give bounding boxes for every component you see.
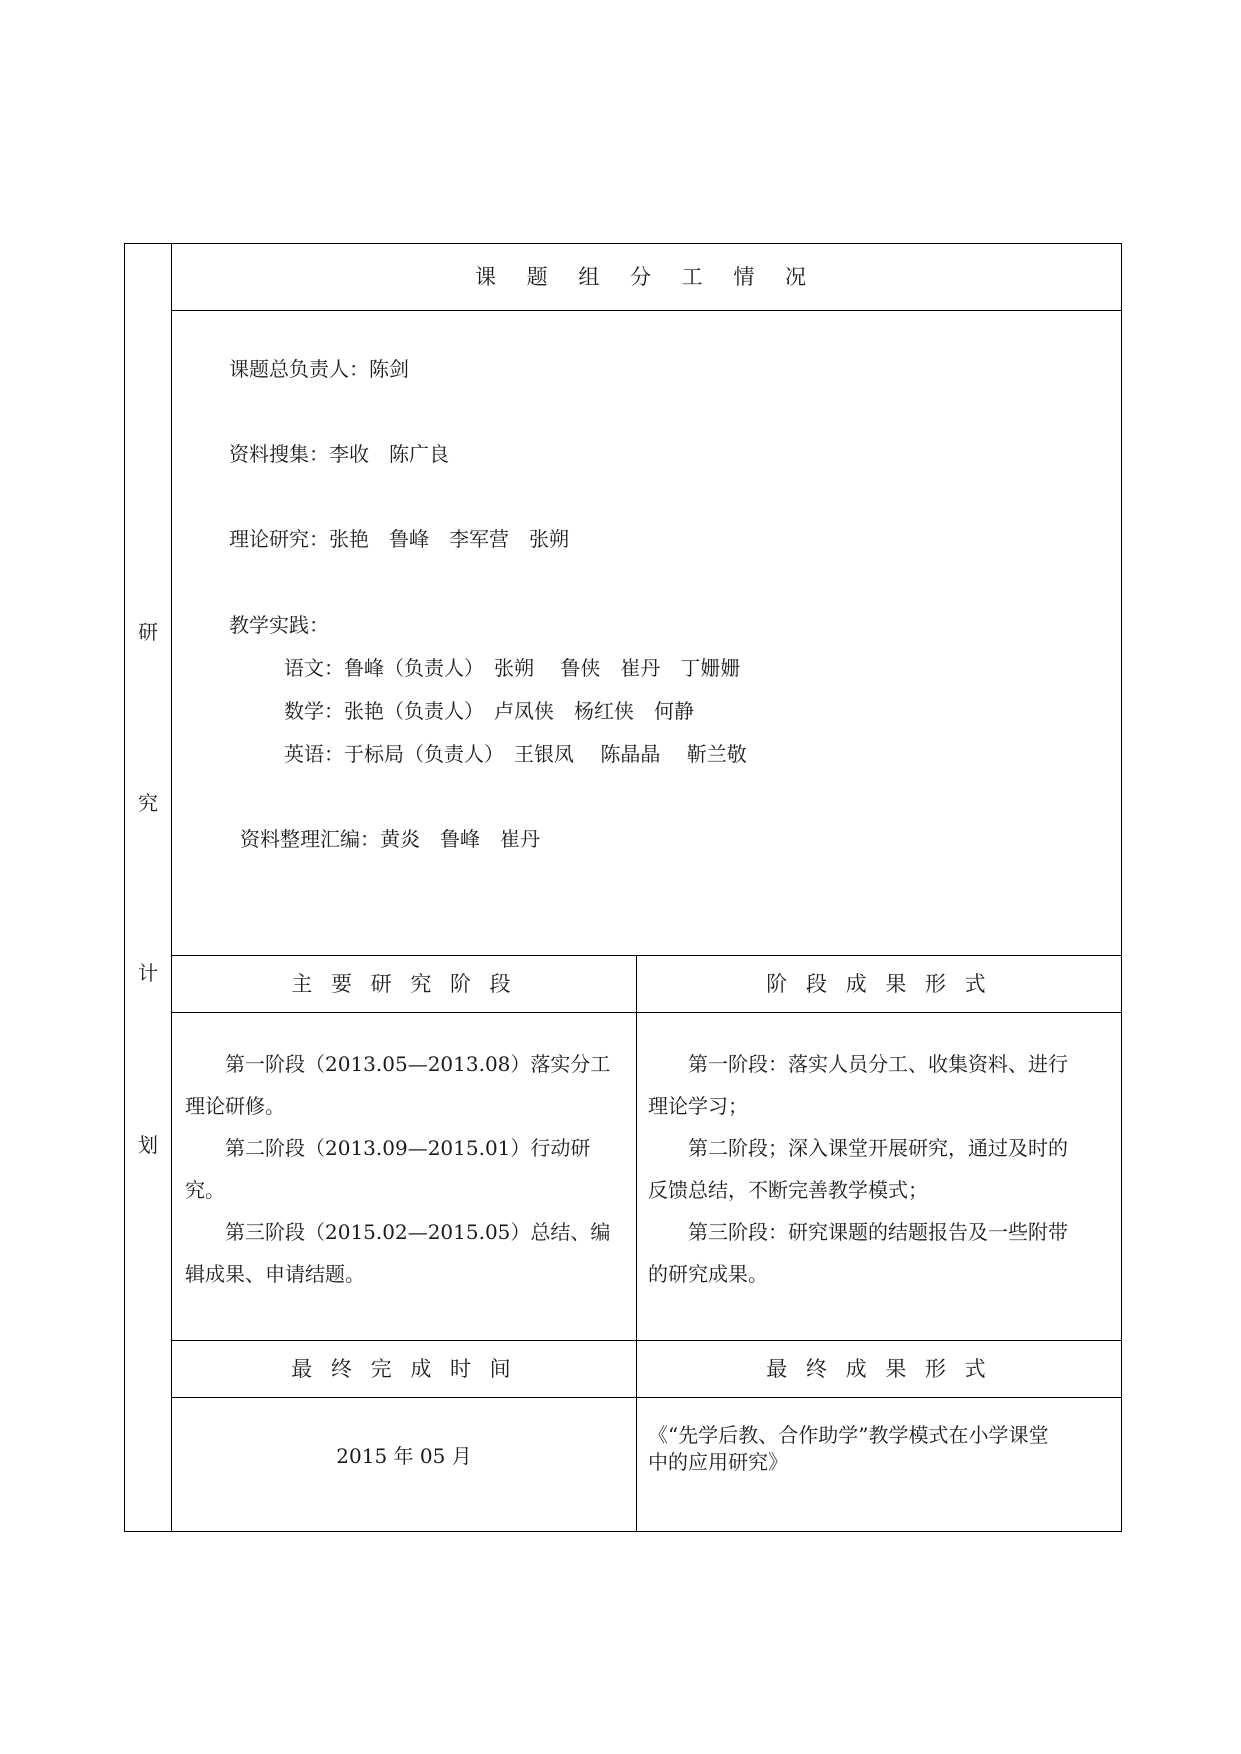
side-label-char: 究 [138,791,158,815]
stage-line: 第二阶段（2013.09—2015.01）行动研 [185,1136,591,1160]
result-line: 理论学习； [648,1094,748,1118]
data-collection: 资料搜集：李收 陈广良 [229,442,449,466]
result-line: 反馈总结，不断完善教学模式； [648,1178,928,1202]
border-bottom [124,1531,1122,1532]
result-line: 的研究成果。 [648,1262,768,1286]
final-right-header: 最 终 成 果 形 式 [766,1357,992,1381]
divider-stage-header-bottom [171,1012,1122,1013]
teaching-practice-label: 教学实践： [229,613,329,637]
practice-math: 数学：张艳（负责人） 卢凤侠 杨红侠 何静 [284,699,694,723]
result-line: 第二阶段；深入课堂开展研究，通过及时的 [648,1136,1068,1160]
divider-stage-header-top [171,955,1122,956]
stage-line: 究。 [185,1178,225,1202]
stage-line: 理论研修。 [185,1094,285,1118]
completion-time: 2015 年 05 月 [336,1444,472,1468]
border-top [124,243,1122,244]
stages-right-header: 阶 段 成 果 形 式 [766,972,992,996]
side-label-char: 划 [138,1133,158,1157]
stages-left-header: 主 要 研 究 阶 段 [291,972,517,996]
border-right [1121,243,1122,1532]
side-label-char: 计 [138,961,158,985]
final-result-line: 《“先学后教、合作助学”教学模式在小学课堂 [648,1423,1049,1447]
middle-column-divider [636,955,637,1532]
border-left [124,243,125,1532]
divider-title [171,310,1122,311]
project-leader: 课题总负责人：陈剑 [229,357,409,381]
data-compilation: 资料整理汇编：黄炎 鲁峰 崔丹 [240,827,540,851]
stage-line: 辑成果、申请结题。 [185,1262,365,1286]
divider-final-header-bottom [171,1397,1122,1398]
practice-english: 英语：于标局（负责人） 王银凤 陈晶晶 靳兰敬 [284,742,747,766]
stage-line: 第三阶段（2015.02—2015.05）总结、编 [185,1220,611,1244]
side-column-divider [171,243,172,1532]
stage-line: 第一阶段（2013.05—2013.08）落实分工 [185,1052,611,1076]
practice-chinese: 语文：鲁峰（负责人） 张朔 鲁侠 崔丹 丁姗姗 [284,656,741,680]
divider-final-header-top [171,1340,1122,1341]
side-label-char: 研 [138,620,158,644]
final-left-header: 最 终 完 成 时 间 [291,1357,517,1381]
final-result-line: 中的应用研究》 [648,1450,788,1474]
research-plan-form [124,243,1122,1532]
division-title: 课 题 组 分 工 情 况 [474,265,819,289]
result-line: 第一阶段：落实人员分工、收集资料、进行 [648,1052,1068,1076]
theory-research: 理论研究：张艳 鲁峰 李军营 张朔 [229,527,569,551]
result-line: 第三阶段：研究课题的结题报告及一些附带 [648,1220,1068,1244]
